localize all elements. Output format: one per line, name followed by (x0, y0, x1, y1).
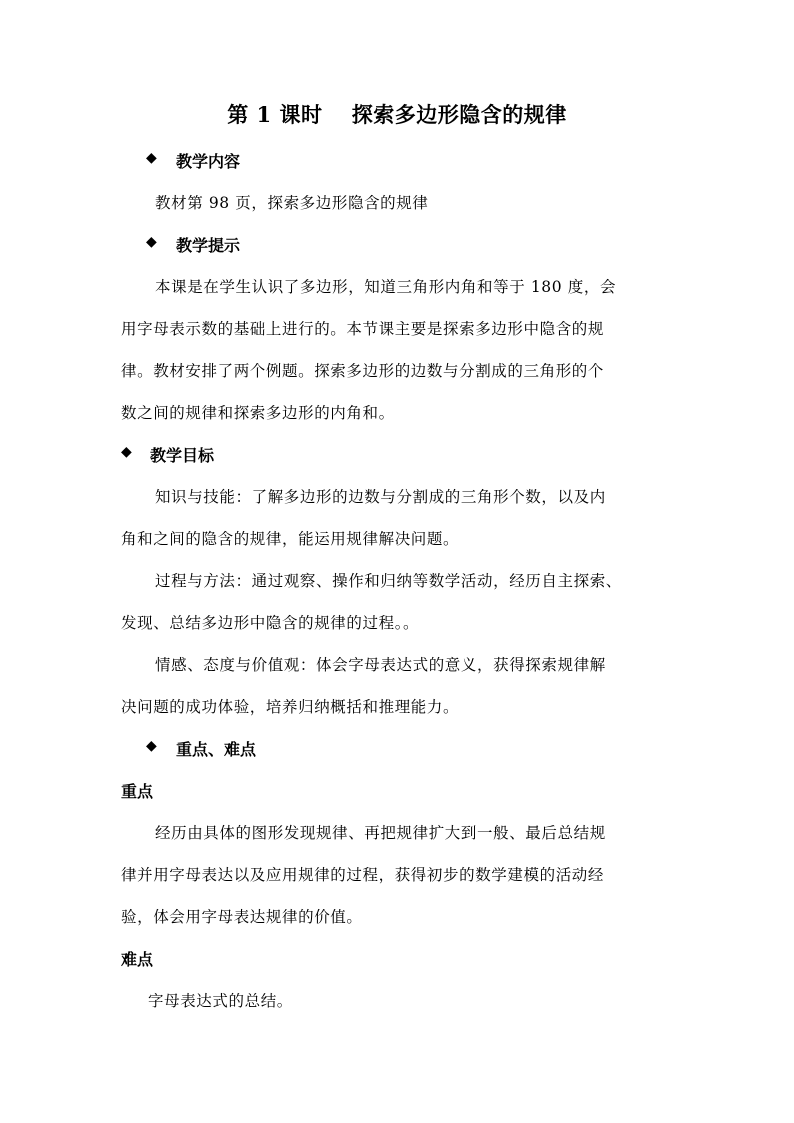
bullet-diamond-icon: ◆ (146, 150, 157, 166)
section-heading-hint: 教学提示 (176, 236, 241, 255)
page-title: 第 1 课时 探索多边形隐含的规律 (227, 102, 567, 127)
section-heading-keypoints: 重点、难点 (176, 740, 257, 759)
goal-process-line: 过程与方法：通过观察、操作和归纳等数学活动，经历自主探索、 (155, 572, 622, 590)
hint-line: 数之间的规律和探索多边形的内角和。 (121, 404, 395, 422)
key-line: 验，体会用字母表达规律的价值。 (121, 908, 363, 926)
goal-emotion-line: 决问题的成功体验，培养归纳概括和推理能力。 (121, 698, 460, 716)
bullet-diamond-icon: ◆ (146, 738, 157, 754)
content-line: 教材第 98 页，探索多边形隐含的规律 (155, 194, 429, 212)
goal-emotion-line: 情感、态度与价值观：体会字母表达式的意义，获得探索规律解 (155, 656, 606, 674)
hint-line: 本课是在学生认识了多边形，知道三角形内角和等于 180 度，会 (155, 278, 617, 296)
goal-process-line: 发现、总结多边形中隐含的规律的过程。。 (121, 614, 420, 632)
goal-knowledge-line: 知识与技能：了解多边形的边数与分割成的三角形个数，以及内 (155, 488, 606, 506)
difficult-label: 难点 (121, 950, 154, 969)
section-heading-goals: 教学目标 (150, 446, 215, 465)
key-line: 律并用字母表达以及应用规律的过程，获得初步的数学建模的活动经 (121, 866, 605, 884)
section-heading-content: 教学内容 (176, 152, 241, 171)
bullet-diamond-icon: ◆ (146, 234, 157, 250)
difficult-line: 字母表达式的总结。 (148, 992, 293, 1010)
hint-line: 用字母表示数的基础上进行的。本节课主要是探索多边形中隐含的规 (121, 320, 605, 338)
goal-knowledge-line: 角和之间的隐含的规律，能运用规律解决问题。 (121, 530, 460, 548)
bullet-diamond-icon: ◆ (121, 444, 132, 460)
key-label: 重点 (121, 782, 154, 801)
key-line: 经历由具体的图形发现规律、再把规律扩大到一般、最后总结规 (155, 824, 606, 842)
hint-line: 律。教材安排了两个例题。探索多边形的边数与分割成的三角形的个 (121, 362, 605, 380)
